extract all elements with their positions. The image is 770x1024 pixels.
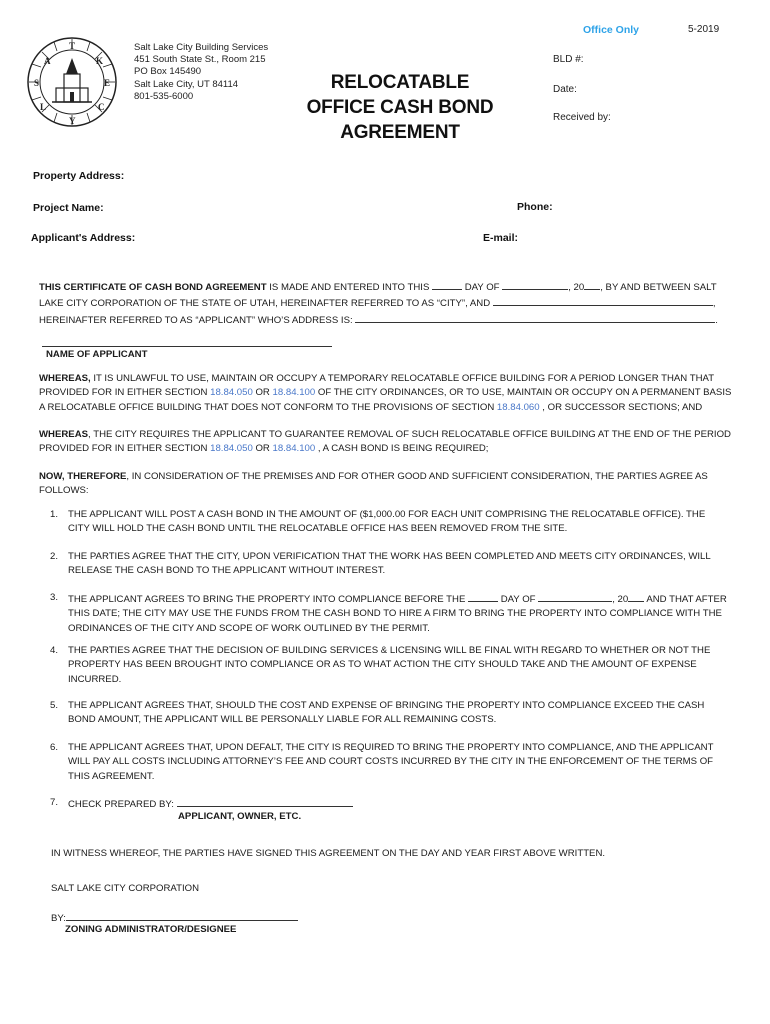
- item-line: THIS DATE; THE CITY MAY USE THE FUNDS FROM THE CASH BOND TO HIRE A FIRM TO BRING THE PROPERTY INTO COMPLIANCE WITH THE: [68, 608, 722, 620]
- item-number: 6.: [50, 742, 59, 753]
- intro-text: IS MADE AND ENTERED INTO THIS: [266, 282, 433, 293]
- now-therefore-paragraph: [39, 470, 739, 499]
- whereas-text: A RELOCATABLE OFFICE BUILDING THAT DOES NOT CONFORM TO THE PROVISIONS OF SECTION: [39, 401, 497, 413]
- whereas-text: IT IS UNLAWFUL TO USE, MAINTAIN OR OCCUPY A TEMPORARY RELOCATABLE OFFICE BUILDING FOR A PERIOD LONGER THAN THAT: [90, 373, 715, 384]
- whereas-text: , OR SUCCESSOR SECTIONS; AND: [539, 401, 703, 413]
- title-line: AGREEMENT: [340, 122, 460, 143]
- item-text: , 20: [612, 594, 629, 605]
- svg-text:A: A: [44, 56, 51, 66]
- agency-line: Salt Lake City Building Services: [134, 42, 269, 53]
- intro-text: LAKE CITY CORPORATION OF THE STATE OF UTAH, HEREINAFTER REFERRED TO AS “CITY”, AND: [39, 298, 493, 310]
- item-text: CHECK PREPARED BY:: [68, 799, 177, 810]
- now-therefore-text: , IN CONSIDERATION OF THE PREMISES AND FOR OTHER GOOD AND SUFFICIENT CONSIDERATION, THE PARTIES AGREE AS: [126, 471, 708, 482]
- item-number: 4.: [50, 645, 59, 656]
- project-name-field[interactable]: Project Name:: [33, 202, 104, 214]
- whereas-text: OR: [252, 387, 273, 399]
- whereas-text: OR: [252, 443, 273, 455]
- item-line: RELEASE THE CASH BOND TO THE APPLICANT WITHOUT INTEREST.: [68, 565, 386, 577]
- item-line: WILL PAY ALL COSTS INCLUDING ATTORNEY’S FEE AND COURT COSTS INCURRED BY THE CITY IN THE ENFORCEMENT OF THE TERMS OF: [68, 756, 714, 768]
- svg-text:C: C: [98, 102, 105, 112]
- whereas-text: , THE CITY REQUIRES THE APPLICANT TO GUARANTEE REMOVAL OF SUCH RELOCATABLE OFFICE BUILDING AT THE END OF THE PERIOD: [88, 429, 731, 440]
- office-only-label: Office Only: [583, 24, 640, 36]
- svg-text:E: E: [104, 78, 111, 88]
- agreement-item: [68, 644, 723, 687]
- section-link[interactable]: 18.84.050: [210, 443, 253, 455]
- item-text: DAY OF: [498, 594, 539, 605]
- item-line: ORDINANCES OF THE CITY AND SCOPE OF WORK OUTLINED BY THE PERMIT.: [68, 622, 430, 634]
- item-number: 2.: [50, 551, 59, 562]
- day-blank[interactable]: [432, 279, 462, 290]
- intro-text: , BY AND BETWEEN SALT: [600, 282, 717, 293]
- month-blank[interactable]: [502, 279, 568, 290]
- whereas-text: PROVIDED FOR IN EITHER SECTION: [39, 443, 211, 455]
- whereas-text: OF THE CITY ORDINANCES, OR TO USE, MAINTAIN OR OCCUPY ON A PERMANENT BASIS: [315, 387, 732, 399]
- date-field[interactable]: Date:: [553, 84, 577, 95]
- whereas-text: , A CASH BOND IS BEING REQUIRED;: [315, 443, 489, 455]
- item-line: THE APPLICANT WILL POST A CASH BOND IN THE AMOUNT OF ($1,000.00 FOR EACH UNIT COMPRISING THE RELOCATABLE OFFICE). THE: [68, 509, 706, 520]
- email-field[interactable]: E-mail:: [483, 232, 519, 244]
- item-line: BOND AMOUNT, THE APPLICANT WILL BE PERSONALLY LIABLE FOR ALL REMAINING COSTS.: [68, 714, 497, 726]
- intro-text: .: [715, 314, 718, 326]
- property-address-field[interactable]: Property Address:: [33, 170, 125, 182]
- corporation-label: SALT LAKE CITY CORPORATION: [51, 883, 200, 894]
- witness-statement: IN WITNESS WHEREOF, THE PARTIES HAVE SIGNED THIS AGREEMENT ON THE DAY AND YEAR FIRST ABOVE WRITTEN.: [51, 848, 606, 859]
- bld-number-field[interactable]: BLD #:: [553, 54, 584, 65]
- whereas-paragraph-1: [39, 372, 739, 415]
- item-line: THE PARTIES AGREE THAT THE DECISION OF BUILDING SERVICES & LICENSING WILL BE FINAL WITH REGARD TO WHETHER OR NOT THE: [68, 645, 711, 656]
- agency-address: [134, 42, 268, 103]
- city-seal-icon: [26, 36, 118, 128]
- intro-paragraph: [39, 279, 739, 328]
- compliance-day-blank[interactable]: [468, 591, 498, 602]
- agency-line: 801-535-6000: [134, 90, 194, 102]
- item-line: THE APPLICANT AGREES THAT, UPON DEFALT, THE CITY IS REQUIRED TO BRING THE PROPERTY INTO COMPLIANCE, AND THE APPLICANT: [68, 742, 714, 753]
- applicant-address-field[interactable]: Applicant's Address:: [31, 232, 136, 244]
- by-label: BY:: [51, 913, 66, 924]
- whereas-lead: WHEREAS: [39, 429, 89, 440]
- section-link[interactable]: 18.84.100: [272, 443, 316, 455]
- item-line: THIS AGREEMENT.: [68, 770, 155, 782]
- intro-text: DAY OF: [462, 282, 503, 293]
- section-link[interactable]: 18.84.060: [496, 401, 540, 413]
- intro-text: , 20: [568, 282, 585, 293]
- name-of-applicant-label: NAME OF APPLICANT: [46, 349, 148, 360]
- revision-label: 5-2019: [688, 24, 720, 35]
- agency-line: 451 South State St., Room 215: [134, 54, 266, 66]
- compliance-year-blank[interactable]: [628, 591, 644, 602]
- agreement-item: [68, 699, 723, 728]
- document-title: [290, 70, 510, 145]
- agreement-item: [68, 550, 723, 579]
- intro-lead: THIS CERTIFICATE OF CASH BOND AGREEMENT: [39, 282, 267, 293]
- intro-text: ,: [712, 298, 716, 310]
- svg-text:S: S: [34, 78, 40, 88]
- item-number: 7.: [50, 797, 59, 808]
- whereas-lead: WHEREAS,: [39, 373, 91, 384]
- item-text: THE APPLICANT AGREES TO BRING THE PROPERTY INTO COMPLIANCE BEFORE THE: [68, 594, 469, 605]
- item-number: 1.: [50, 509, 59, 520]
- applicant-name-blank[interactable]: [493, 295, 713, 306]
- intro-text: HEREINAFTER REFERRED TO AS “APPLICANT” WHO’S ADDRESS IS:: [39, 314, 356, 326]
- item-number: 3.: [50, 592, 59, 603]
- title-line: OFFICE CASH BOND: [306, 97, 494, 118]
- svg-text:L: L: [40, 102, 47, 112]
- svg-text:T: T: [68, 41, 76, 51]
- applicant-address-blank[interactable]: [355, 312, 715, 323]
- compliance-month-blank[interactable]: [538, 591, 612, 602]
- section-link[interactable]: 18.84.100: [272, 387, 316, 399]
- agreement-item: [68, 508, 723, 537]
- agreement-item: [68, 796, 723, 812]
- administrator-signature-line[interactable]: [66, 910, 298, 921]
- item-line: CITY WILL HOLD THE CASH BOND UNTIL THE RELOCATABLE OFFICE HAS BEEN REMOVED FROM THE SITE.: [68, 523, 568, 535]
- section-link[interactable]: 18.84.050: [210, 387, 253, 399]
- whereas-text: PROVIDED FOR IN EITHER SECTION: [39, 387, 211, 399]
- applicant-signature-line[interactable]: [42, 346, 332, 347]
- now-therefore-lead: NOW, THEREFORE: [39, 471, 127, 482]
- agency-line: Salt Lake City, UT 84114: [134, 78, 239, 90]
- designee-label: ZONING ADMINISTRATOR/DESIGNEE: [65, 924, 237, 935]
- item-text: AND THAT AFTER: [644, 594, 727, 605]
- item-line: INCURRED.: [68, 673, 122, 685]
- agreement-item: [68, 591, 727, 636]
- title-line: RELOCATABLE: [330, 72, 470, 93]
- whereas-paragraph-2: [39, 428, 739, 457]
- item-number: 5.: [50, 700, 59, 711]
- item-line: THE PARTIES AGREE THAT THE CITY, UPON VERIFICATION THAT THE WORK HAS BEEN COMPLETED AND MEETS CITY ORDINANCES, WILL: [68, 551, 711, 562]
- now-therefore-text: FOLLOWS:: [39, 485, 89, 497]
- item-line: PROPERTY HAS BEEN BROUGHT INTO COMPLIANCE OR AS TO WHAT ACTION THE CITY SHOULD TAKE AND THE AMOUNT OF EXPENSE: [68, 659, 697, 671]
- agreement-item: [68, 741, 723, 784]
- svg-text:K: K: [96, 56, 104, 66]
- svg-text:Y: Y: [69, 116, 76, 126]
- check-signer-label: APPLICANT, OWNER, ETC.: [178, 811, 302, 822]
- year-blank[interactable]: [584, 279, 600, 290]
- check-prepared-by-blank[interactable]: [177, 796, 353, 807]
- item-line: THE APPLICANT AGREES THAT, SHOULD THE COST AND EXPENSE OF BRINGING THE PROPERTY INTO COMPLIANCE EXCEED THE CASH: [68, 700, 705, 711]
- received-by-field[interactable]: Received by:: [553, 112, 611, 123]
- phone-field[interactable]: Phone:: [517, 201, 553, 213]
- agency-line: PO Box 145490: [134, 66, 202, 78]
